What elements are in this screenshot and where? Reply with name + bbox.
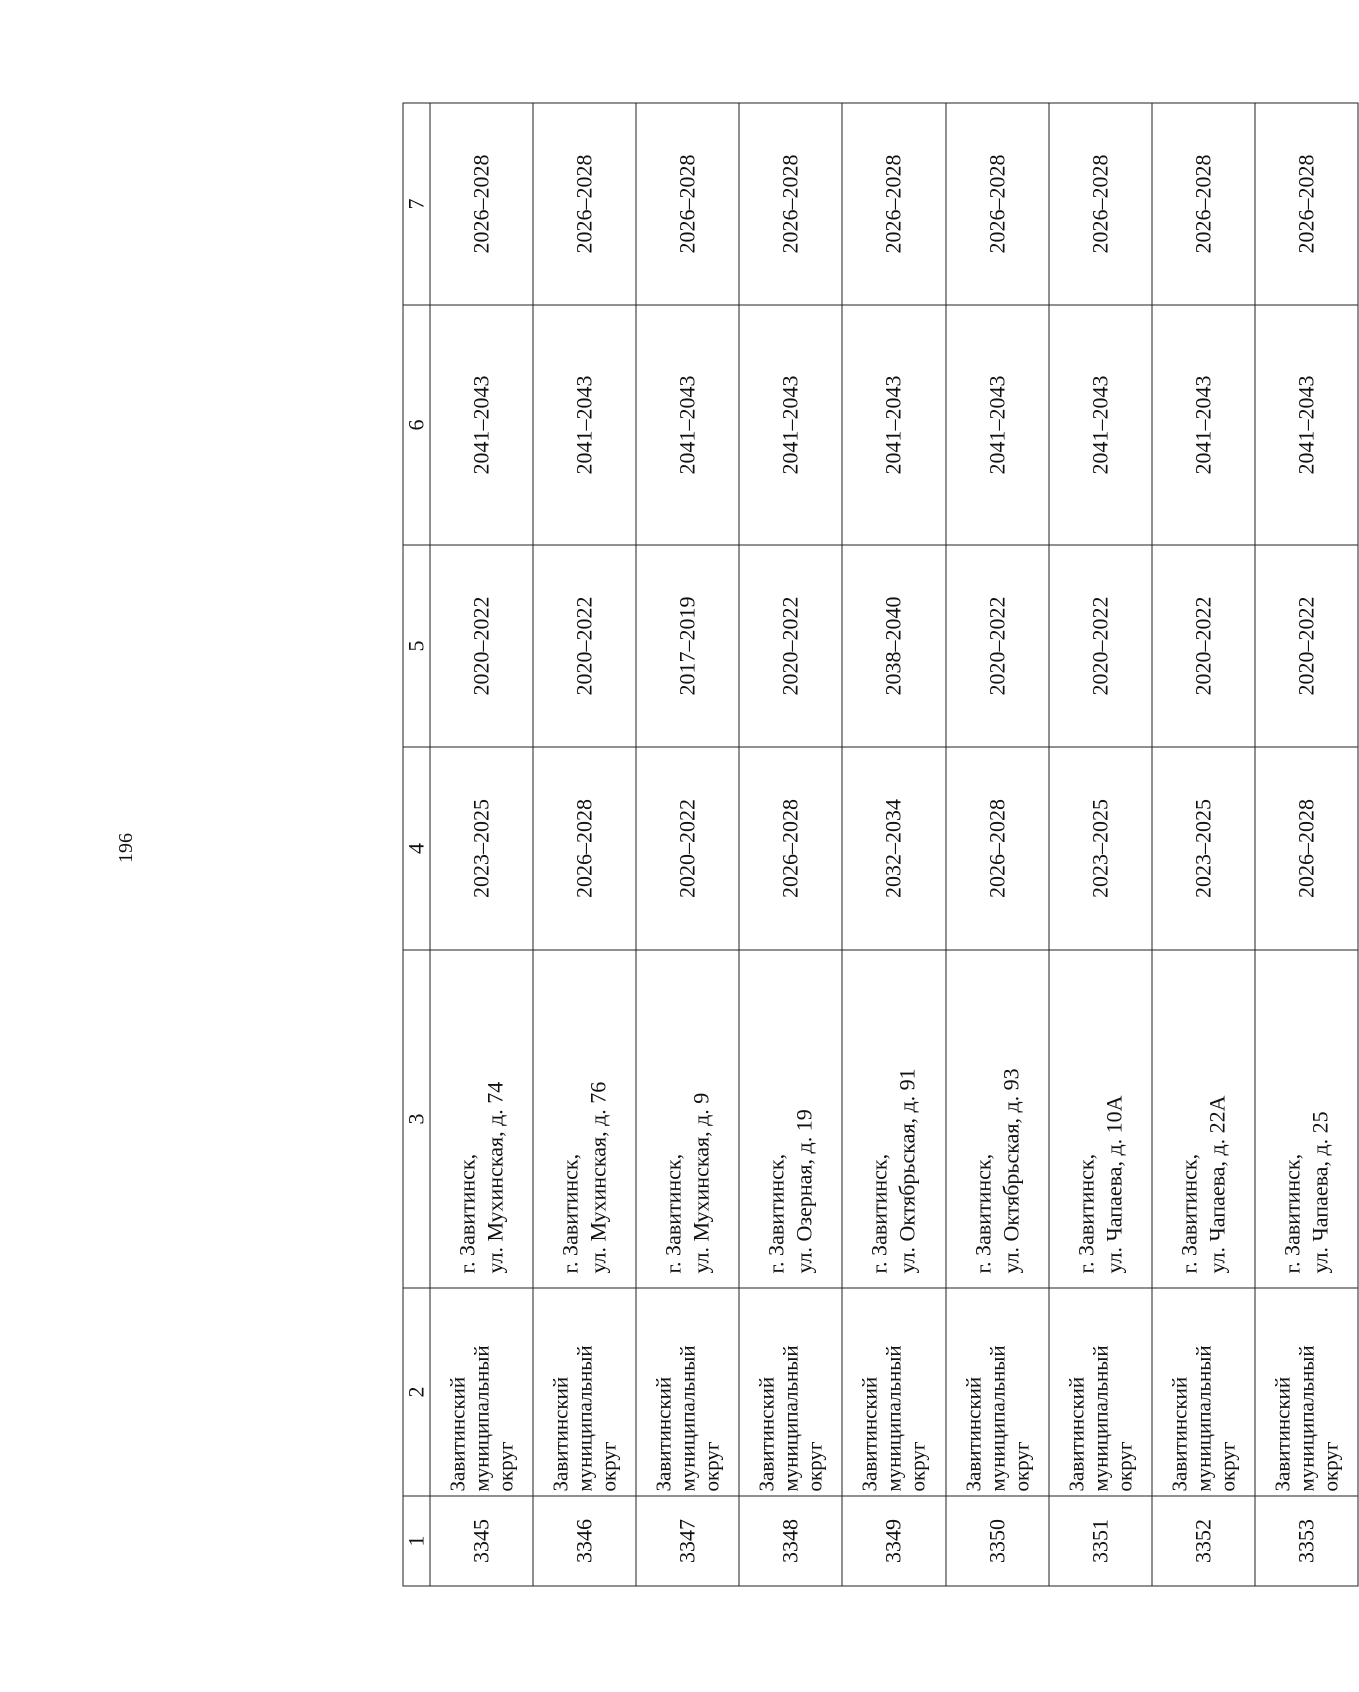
address-line: г. Завитинск, <box>1176 1153 1202 1274</box>
period-col-4: 2032–2034 <box>842 747 945 950</box>
district-cell <box>1152 1288 1255 1496</box>
column-header-1: 1 <box>403 1496 430 1586</box>
period-col-4: 2023–2025 <box>430 747 533 950</box>
address-line: г. Завитинск, <box>866 1153 892 1274</box>
period-col-6: 2041–2043 <box>1049 305 1152 545</box>
period-col-7: 2026–2028 <box>1152 103 1255 305</box>
table-row <box>1255 103 1358 1586</box>
address-cell <box>1255 950 1358 1288</box>
district-cell <box>533 1288 636 1496</box>
header-row <box>403 103 430 1586</box>
row-number: 3348 <box>739 1496 842 1586</box>
district-cell <box>842 1288 945 1496</box>
address-line: ул. Озерная, д. 19 <box>791 1109 817 1274</box>
district-line: Завитинский <box>1167 1376 1192 1492</box>
row-number: 3350 <box>946 1496 1049 1586</box>
district-line: муниципальный <box>1088 1345 1113 1492</box>
period-col-5: 2020–2022 <box>1255 545 1358 747</box>
row-number: 3347 <box>636 1496 739 1586</box>
district-line: Завитинский <box>1064 1376 1089 1492</box>
district-cell <box>739 1288 842 1496</box>
period-col-4: 2026–2028 <box>1255 747 1358 950</box>
district-cell <box>430 1288 533 1496</box>
page-number: 196 <box>115 833 137 863</box>
period-col-4: 2026–2028 <box>946 747 1049 950</box>
period-col-5: 2020–2022 <box>946 545 1049 747</box>
district-line: муниципальный <box>572 1345 597 1492</box>
period-col-5: 2038–2040 <box>842 545 945 747</box>
column-header-4: 4 <box>403 747 430 950</box>
row-number: 3351 <box>1049 1496 1152 1586</box>
period-col-6: 2041–2043 <box>1152 305 1255 545</box>
district-line: округ <box>1318 1441 1343 1492</box>
repair-schedule-table-wrap <box>403 104 1359 1587</box>
address-line: ул. Чапаева, д. 10А <box>1101 1095 1127 1274</box>
period-col-5: 2020–2022 <box>1049 545 1152 747</box>
period-col-6: 2041–2043 <box>430 305 533 545</box>
period-col-6: 2041–2043 <box>842 305 945 545</box>
address-line: г. Завитинск, <box>660 1153 686 1274</box>
period-col-7: 2026–2028 <box>430 103 533 305</box>
address-line: ул. Мухинская, д. 9 <box>688 1092 714 1274</box>
address-line: ул. Октябрьская, д. 91 <box>894 1068 920 1274</box>
period-col-6: 2041–2043 <box>1255 305 1358 545</box>
address-line: ул. Чапаева, д. 25 <box>1307 1111 1333 1274</box>
period-col-6: 2041–2043 <box>636 305 739 545</box>
district-line: округ <box>1112 1441 1137 1492</box>
period-col-7: 2026–2028 <box>1049 103 1152 305</box>
table-row <box>1152 103 1255 1586</box>
column-header-7: 7 <box>403 103 430 305</box>
table-row <box>430 103 533 1586</box>
district-line: Завитинский <box>754 1376 779 1492</box>
address-cell <box>946 950 1049 1288</box>
table-row <box>739 103 842 1586</box>
column-header-3: 3 <box>403 950 430 1288</box>
district-line: округ <box>699 1441 724 1492</box>
address-cell <box>430 950 533 1288</box>
table-row <box>842 103 945 1586</box>
period-col-7: 2026–2028 <box>533 103 636 305</box>
period-col-5: 2020–2022 <box>1152 545 1255 747</box>
district-cell <box>636 1288 739 1496</box>
district-line: муниципальный <box>1191 1345 1216 1492</box>
period-col-7: 2026–2028 <box>636 103 739 305</box>
period-col-4: 2026–2028 <box>533 747 636 950</box>
district-line: округ <box>905 1441 930 1492</box>
district-line: муниципальный <box>469 1345 494 1492</box>
period-col-5: 2020–2022 <box>430 545 533 747</box>
period-col-4: 2023–2025 <box>1152 747 1255 950</box>
district-line: Завитинский <box>1270 1376 1295 1492</box>
table-row <box>533 103 636 1586</box>
address-line: ул. Чапаева, д. 22А <box>1204 1095 1230 1274</box>
period-col-7: 2026–2028 <box>739 103 842 305</box>
district-line: Завитинский <box>651 1376 676 1492</box>
period-col-5: 2020–2022 <box>739 545 842 747</box>
district-line: округ <box>596 1441 621 1492</box>
address-line: ул. Октябрьская, д. 93 <box>998 1068 1024 1274</box>
address-cell <box>1152 950 1255 1288</box>
district-line: округ <box>493 1441 518 1492</box>
address-line: ул. Мухинская, д. 74 <box>482 1081 508 1274</box>
district-line: Завитинский <box>548 1376 573 1492</box>
address-cell <box>842 950 945 1288</box>
period-col-5: 2020–2022 <box>533 545 636 747</box>
district-line: муниципальный <box>985 1345 1010 1492</box>
row-number: 3349 <box>842 1496 945 1586</box>
table-row <box>636 103 739 1586</box>
district-line: округ <box>1215 1441 1240 1492</box>
district-line: муниципальный <box>881 1345 906 1492</box>
repair-schedule-table <box>403 103 1359 1587</box>
address-line: г. Завитинск, <box>1279 1153 1305 1274</box>
row-number: 3346 <box>533 1496 636 1586</box>
column-header-2: 2 <box>403 1288 430 1496</box>
address-line: ул. Мухинская, д. 76 <box>585 1081 611 1274</box>
row-number: 3352 <box>1152 1496 1255 1586</box>
district-cell <box>1255 1288 1358 1496</box>
address-line: г. Завитинск, <box>1073 1153 1099 1274</box>
period-col-4: 2023–2025 <box>1049 747 1152 950</box>
period-col-6: 2041–2043 <box>946 305 1049 545</box>
address-line: г. Завитинск, <box>454 1153 480 1274</box>
column-header-6: 6 <box>403 305 430 545</box>
address-line: г. Завитинск, <box>763 1153 789 1274</box>
district-line: округ <box>802 1441 827 1492</box>
district-line: Завитинский <box>857 1376 882 1492</box>
address-line: г. Завитинск, <box>557 1153 583 1274</box>
district-line: округ <box>1009 1441 1034 1492</box>
district-cell <box>946 1288 1049 1496</box>
row-number: 3353 <box>1255 1496 1358 1586</box>
row-number: 3345 <box>430 1496 533 1586</box>
period-col-6: 2041–2043 <box>533 305 636 545</box>
period-col-4: 2026–2028 <box>739 747 842 950</box>
address-cell <box>533 950 636 1288</box>
address-cell <box>739 950 842 1288</box>
period-col-7: 2026–2028 <box>946 103 1049 305</box>
period-col-7: 2026–2028 <box>842 103 945 305</box>
period-col-6: 2041–2043 <box>739 305 842 545</box>
address-cell <box>1049 950 1152 1288</box>
district-line: муниципальный <box>675 1345 700 1492</box>
table-row <box>946 103 1049 1586</box>
district-line: муниципальный <box>778 1345 803 1492</box>
district-cell <box>1049 1288 1152 1496</box>
district-line: муниципальный <box>1294 1345 1319 1492</box>
period-col-4: 2020–2022 <box>636 747 739 950</box>
column-header-5: 5 <box>403 545 430 747</box>
period-col-5: 2017–2019 <box>636 545 739 747</box>
address-cell <box>636 950 739 1288</box>
district-line: Завитинский <box>445 1376 470 1492</box>
table-row <box>1049 103 1152 1586</box>
address-line: г. Завитинск, <box>970 1153 996 1274</box>
period-col-7: 2026–2028 <box>1255 103 1358 305</box>
district-line: Завитинский <box>961 1376 986 1492</box>
